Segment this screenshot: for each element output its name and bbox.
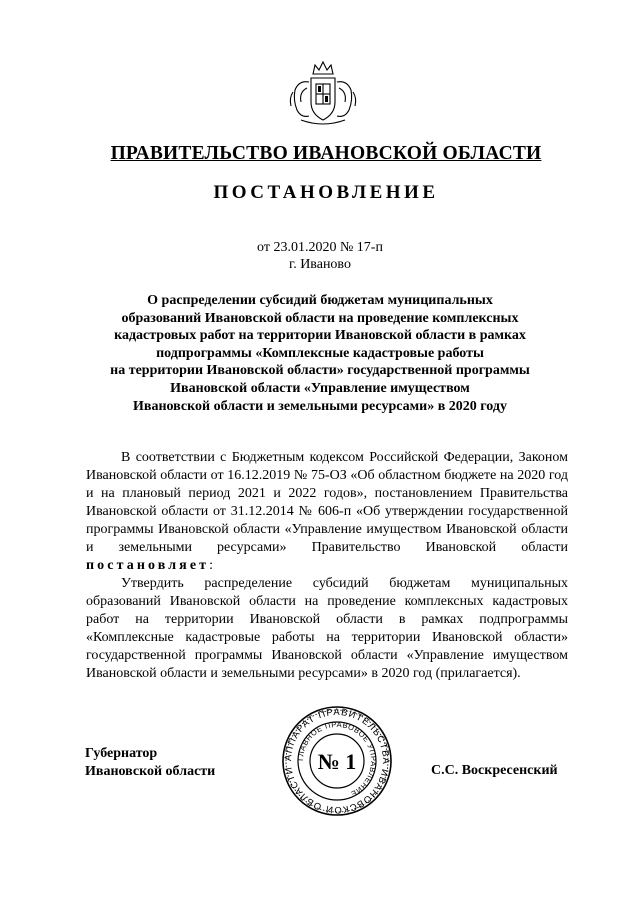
official-seal-stamp [281,705,393,817]
preamble-text: В соответствии с Бюджетным кодексом Российской Федерации, Законом Ивановской области от 16.12.2019 № 75-ОЗ «Об областном бюджете на 2020 год и на плановый период 2021 и 2022 годов», постановлением Правительства Ивановской области от 31.12.2014 № 606-п «Об утверждении государственной программы Ивановской области «Управление имуществом Ивановской области и земельными ресурсами» Правительство Ивановской области [86,450,568,555]
document-city: г. Иваново [289,257,351,272]
seal-inner-text: ГЛАВНОЕ ПРАВОВОЕ УПРАВЛЕНИЕ [295,719,379,799]
subject-line: подпрограммы «Комплексные кадастровые работы [156,345,484,361]
subject-line: Ивановской области и земельными ресурсами» в 2020 году [133,398,507,414]
seal-ring-text: АППАРАТ ПРАВИТЕЛЬСТВА ИВАНОВСКОЙ ОБЛАСТИ [282,706,392,816]
coat-of-arms-icon [287,58,359,128]
preamble-colon: : [209,558,214,573]
signatory-name: С.С. Воскресенский [431,763,558,778]
signatory-title [85,745,215,781]
body-paragraph-resolution: Утвердить распределение субсидий бюджетам муниципальных образований Ивановской области на проведение комплексных кадастровых работ на территории Ивановской области в рамках подпрограммы «Комплексные кадастровые работы на территории Ивановской области» государственной программы Ивановской области «Управление имуществом Ивановской области и земельными ресурсами» в 2020 год (прилагается). [86,576,568,681]
seal-number: № 1 [317,749,357,774]
subject-line: на территории Ивановской области» государственной программы [110,363,530,379]
document-subject [80,292,560,415]
subject-line: О распределении субсидий бюджетам муниципальных [147,293,493,308]
document-date-number: от 23.01.2020 № 17-п [257,240,383,255]
signatory-title-line: Ивановской области [85,764,216,779]
decree-word: постановляет [86,558,210,573]
organization-title: ПРАВИТЕЛЬСТВО ИВАНОВСКОЙ ОБЛАСТИ [110,143,542,164]
subject-line: образований Ивановской области на проведение комплексных [121,310,519,326]
document-body [86,449,568,683]
document-type: ПОСТАНОВЛЕНИЕ [213,182,439,203]
subject-line: Ивановской области «Управление имуществом [170,380,470,396]
subject-line: кадастровых работ на территории Ивановской области в рамках [114,328,526,344]
body-paragraph-preamble [86,449,568,575]
signatory-title-line: Губернатор [85,746,158,761]
